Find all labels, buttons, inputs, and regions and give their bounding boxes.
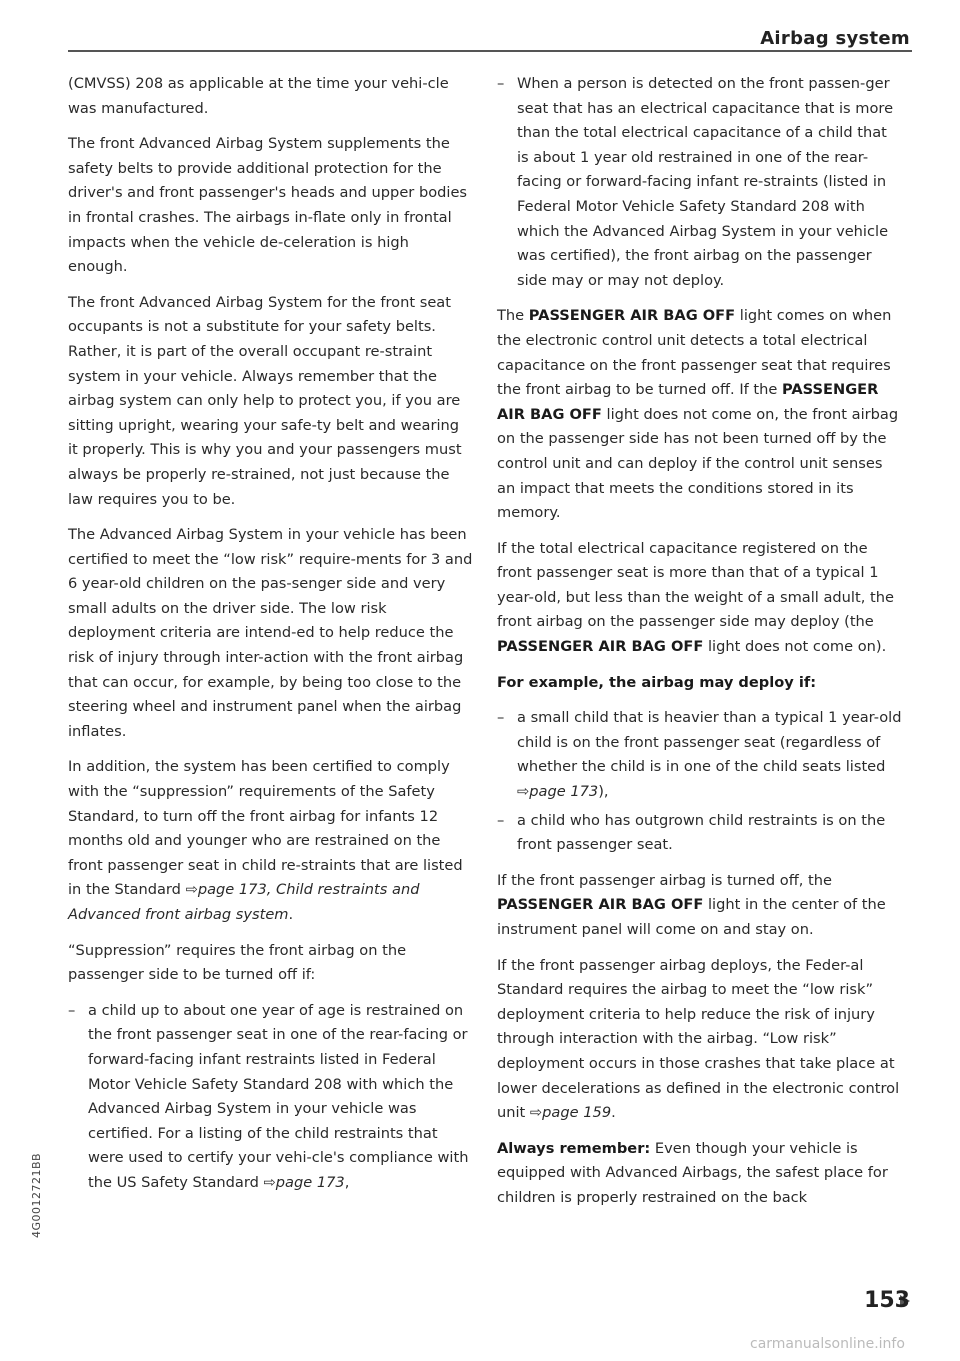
subheading: For example, the airbag may deploy if: [497, 673, 817, 691]
arrow-right-icon: ⇨ [263, 1173, 276, 1191]
section-title: Airbag system [760, 28, 910, 49]
paragraph: The front Advanced Airbag System supplements the safety belts to provide additional protection for the driver's and front passenger's heads and upper bodies in frontal crashes. The airbags in-flate only in frontal impacts when the vehicle de-celeration is high enough. [68, 135, 468, 276]
bullet-list [497, 706, 902, 858]
emphasis-label: Always remember: [497, 1139, 651, 1157]
watermark: carmanualsonline.info [750, 1336, 905, 1352]
paragraph: The Advanced Airbag System in your vehicle has been certified to meet the “low risk” require-ments for 3 and 6 year-old children on the pas-senger side and very small adults on the driver side. The low risk deployment criteria are intend-ed to help reduce the risk of injury through inter-action with the front airbag that can occur, for example, by being too close to the steering wheel and instrument panel when the airbag inflates. [68, 526, 473, 740]
list-item [497, 809, 902, 858]
arrow-right-icon: ⇨ [185, 881, 198, 899]
list-item: – a small child that is heavier than a typical 1 year-old child is on the front passenger seat (regardless of whether the child is in one of the child seats listed ⇨page 173), [497, 706, 902, 804]
list-item-text: a small child that is heavier than a typical 1 year-old child is on the front passenger seat (regardless of whether the child is in one of the child seats listed [517, 709, 902, 776]
paragraph-text: In addition, the system has been certified to comply with the “suppression” requirements of the Safety Standard, to turn off the front airbag for infants 12 months old and younger who are restrained on the front passenger seat in child re-straints that are listed in the Standard [68, 758, 463, 899]
paragraph: If the front passenger airbag deploys, the Feder-al Standard requires the airbag to meet the “low risk” deployment criteria to help reduce the risk of injury through interaction with the airbag. “Low risk” deployment occurs in those crashes that take place at lower decelerations as defined in the electronic control unit ⇨page 159. [497, 956, 900, 1122]
paragraph: The PASSENGER AIR BAG OFF light comes on when the electronic control unit detects a total electrical capacitance on the front passenger seat that requires the front airbag to be turned off. If the PASSENGER AIR BAG OFF light does not come on, the front airbag on the passenger side has not been turned off by the control unit and can deploy if the control unit senses an impact that meets the conditions stored in its memory. [497, 307, 899, 522]
warning-light-label: PASSENGER AIR BAG OFF [497, 381, 879, 423]
page-number: 153 [864, 1288, 910, 1313]
paragraph: The front Advanced Airbag System for the front seat occupants is not a substitute for your safety belts. Rather, it is part of the overall occupant re-straint system in your vehicle. Always remember that the airbag system can only help to protect you, if you are sitting upright, wearing your safe-ty belt and wearing it properly. This is why you and your passengers must always be properly re-strained, not just because the law requires you to be. [68, 293, 462, 508]
paragraph: “Suppression” requires the front airbag on the passenger side to be turned off if: [68, 941, 407, 984]
document-code: 4G0012721BB [30, 1152, 43, 1238]
dash-bullet-icon: – [497, 811, 505, 829]
dash-bullet-icon: – [497, 709, 505, 727]
dash-bullet-icon: – [68, 1001, 76, 1019]
list-item-text: a child who has outgrown child restraints is on the front passenger seat. [517, 811, 886, 854]
list-item-text: When a person is detected on the front passen-ger seat that has an electrical capacitance that is more than the total electrical capacitance of a child that is about 1 year old restrained in one of the rear-facing or forward-facing infant re-straints (listed in Federal Motor Vehicle Safety Standard 208 with which the Advanced Airbag System in your vehicle was certified), the front airbag on the passenger side may or may not deploy. [517, 75, 894, 289]
list-item-text: a child up to about one year of age is restrained on the front passenger seat in one of the rear-facing or forward-facing infant restraints listed in Federal Motor Vehicle Safety Standard 208 with which the Advanced Airbag System in your vehicle was certified. For a listing of the child restraints that were used to certify your vehi-cle's compliance with the US Safety Standard [88, 1001, 469, 1191]
arrow-right-icon: ⇨ [517, 783, 530, 801]
list-item: – a child up to about one year of age is restrained on the front passenger seat in one of the rear-facing or forward-facing infant restraints listed in Federal Motor Vehicle Safety Standard 208 with which the Advanced Airbag System in your vehicle was certified. For a listing of the child restraints that were used to certify your vehi-cle's compliance with the US Safety Standard ⇨page 173, [68, 999, 473, 1196]
warning-light-label: PASSENGER AIR BAG OFF [528, 307, 736, 325]
paragraph: If the total electrical capacitance registered on the front passenger seat is more than that of a typical 1 year-old, but less than the weight of a small adult, the front airbag on the passenger side may deploy (the PASSENGER AIR BAG OFF light does not come on). [497, 539, 894, 656]
warning-light-label: PASSENGER AIR BAG OFF [497, 638, 704, 656]
right-column [497, 72, 902, 1222]
left-column [68, 72, 473, 1207]
bullet-list [68, 999, 473, 1196]
dash-bullet-icon: – [497, 75, 505, 92]
arrow-right-icon: ⇨ [529, 1104, 543, 1122]
page-reference-link[interactable]: ⇨page 173 [263, 1173, 345, 1191]
list-item [497, 72, 902, 293]
page-reference-link[interactable]: ⇨page 173 [517, 783, 599, 801]
paragraph: (CMVSS) 208 as applicable at the time your vehi-cle was manufactured. [68, 75, 449, 117]
paragraph: Always remember: Even though your vehicle is equipped with Advanced Airbags, the safest place for children is properly restrained on the back [497, 1139, 888, 1206]
page-reference-link[interactable]: ⇨page 159 [529, 1104, 612, 1122]
paragraph: If the front passenger airbag is turned off, the PASSENGER AIR BAG OFF light in the center of the instrument panel will come on and stay on. [497, 871, 886, 938]
header-rule [68, 50, 912, 52]
paragraph: In addition, the system has been certified to comply with the “suppression” requirements of the Safety Standard, to turn off the front airbag for infants 12 months old and younger who are restrained on the front passenger seat in child re-straints that are listed in the Standard ⇨page 173, Child restraints and Advanced front airbag system. [68, 758, 463, 923]
bullet-list [497, 72, 902, 293]
warning-light-label: PASSENGER AIR BAG OFF [497, 896, 704, 914]
page-reference-link[interactable]: ⇨page 173, Child restraints and Advanced front airbag system [68, 881, 420, 923]
